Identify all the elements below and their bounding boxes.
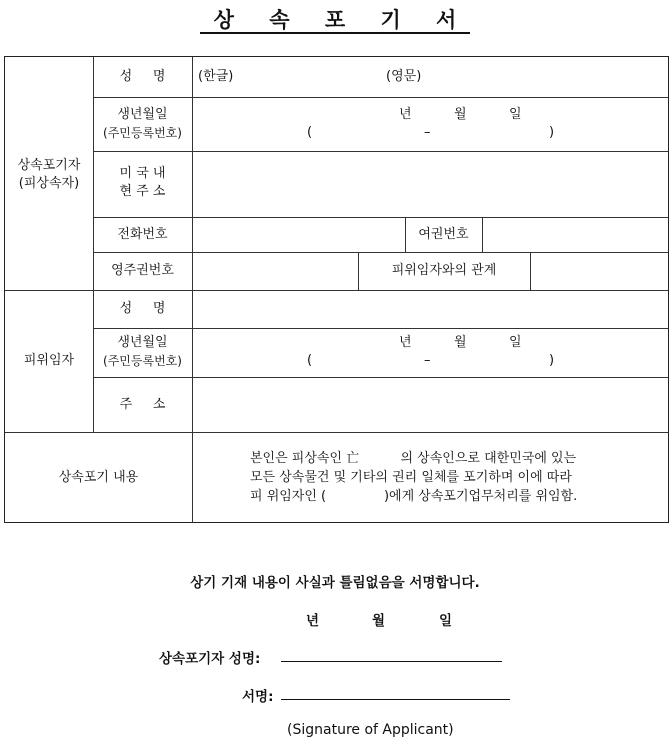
signature-label: 서명: bbox=[242, 689, 274, 705]
signature-underline[interactable] bbox=[281, 699, 510, 700]
delegate-birth-day: 일 bbox=[509, 335, 522, 350]
document-title: 상 속 포 기 서 bbox=[0, 6, 670, 34]
name-korean-hint: (한글) bbox=[198, 69, 234, 84]
renouncer-birth-label: 생년월일 bbox=[117, 107, 168, 122]
renunciation-form-table bbox=[4, 56, 669, 523]
delegate-rrn-close: ) bbox=[549, 353, 555, 368]
content-line-3: 피 위임자인 ( )에게 상속포기업무처리를 위임함. bbox=[250, 489, 578, 504]
delegate-address-label: 주 소 bbox=[119, 397, 166, 412]
renouncer-birth-year: 년 bbox=[399, 107, 412, 122]
delegate-name-label: 성 명 bbox=[119, 301, 166, 316]
renouncer-rrn-dash: – bbox=[424, 125, 431, 140]
renouncer-birth-day: 일 bbox=[509, 107, 522, 122]
renouncer-section-sublabel: (피상속자) bbox=[18, 176, 80, 191]
delegate-section-label: 피위임자 bbox=[23, 353, 75, 368]
us-address-sublabel: 현 주 소 bbox=[119, 184, 166, 199]
delegate-rrn-open: ( bbox=[307, 353, 313, 368]
footer-date-day: 일 bbox=[439, 613, 453, 629]
delegate-rrn-label: (주민등록번호) bbox=[103, 354, 182, 368]
renouncer-section-label: 상속포기자 bbox=[17, 158, 81, 173]
renouncer-name-label: 성 명 bbox=[119, 69, 166, 84]
renouncer-rrn-close: ) bbox=[549, 125, 555, 140]
renouncer-birth-month: 월 bbox=[454, 107, 467, 122]
confirmation-statement: 상기 기재 내용이 사실과 틀림없음을 서명합니다. bbox=[190, 575, 480, 591]
renouncer-name-underline[interactable] bbox=[281, 661, 502, 662]
phone-label: 전화번호 bbox=[117, 227, 168, 242]
footer-date-month: 월 bbox=[372, 613, 386, 629]
renouncer-rrn-open: ( bbox=[307, 125, 313, 140]
passport-label: 여권번호 bbox=[418, 227, 469, 242]
renouncer-sign-name-label: 상속포기자 성명: bbox=[159, 651, 261, 667]
green-card-label: 영주권번호 bbox=[111, 263, 174, 278]
delegate-rrn-dash: – bbox=[424, 353, 431, 368]
content-label: 상속포기 내용 bbox=[58, 470, 139, 485]
delegate-birth-month: 월 bbox=[454, 335, 467, 350]
name-english-hint: (영문) bbox=[386, 69, 422, 84]
renouncer-rrn-label: (주민등록번호) bbox=[103, 126, 182, 140]
content-line-1: 본인은 피상속인 亡 의 상속인으로 대한민국에 있는 bbox=[250, 451, 577, 466]
relationship-label: 피위임자와의 관계 bbox=[391, 263, 497, 278]
us-address-label: 미 국 내 bbox=[119, 166, 166, 181]
content-line-2: 모든 상속물건 및 기타의 권리 일체를 포기하며 이에 따라 bbox=[250, 470, 572, 485]
signature-caption: (Signature of Applicant) bbox=[287, 722, 454, 738]
footer-date-year: 년 bbox=[306, 613, 320, 629]
delegate-birth-year: 년 bbox=[399, 335, 412, 350]
delegate-birth-label: 생년월일 bbox=[117, 335, 168, 350]
